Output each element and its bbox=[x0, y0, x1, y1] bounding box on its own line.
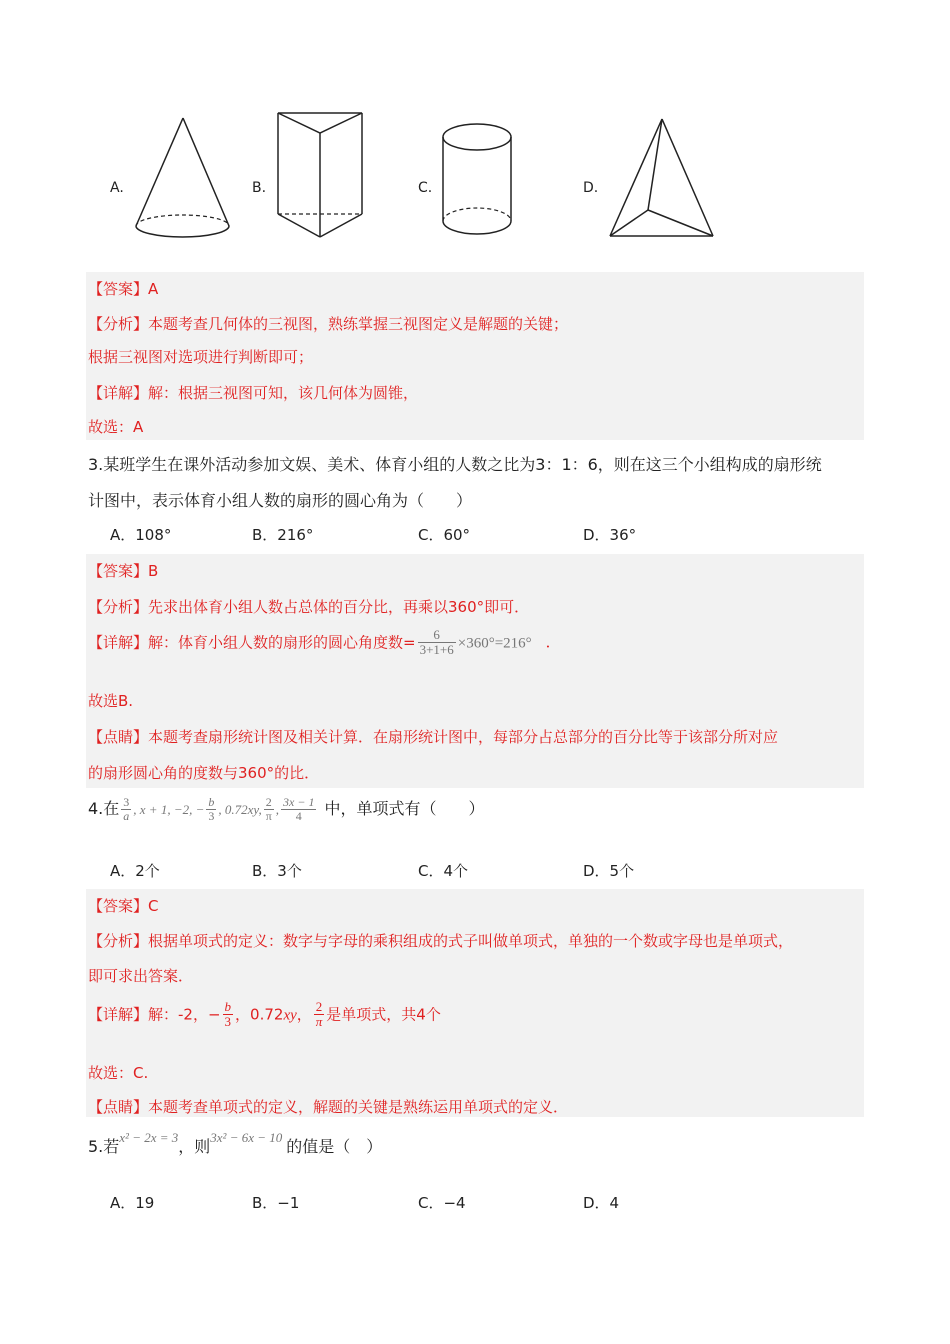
q5-option-d: D．4 bbox=[583, 1194, 620, 1212]
q4-option-d: D．5个 bbox=[583, 862, 635, 880]
q2-analysis-2: 根据三视图对选项进行判断即可； bbox=[88, 348, 314, 366]
shape-label-c: C. bbox=[418, 180, 433, 196]
q4-option-c: C．4个 bbox=[418, 862, 469, 880]
q3-detail: 【详解】解：体育小组人数的扇形的圆心角度数= $\frac{6}{3+1+6}$ ×360°=216° ． bbox=[88, 627, 561, 658]
triangular-prism-figure bbox=[270, 110, 370, 242]
q5-stem: 5.若$^{x^2 - 2x = 3}$，则$^{3x^2 - 6x - 10}$ 的值是（ ） bbox=[88, 1130, 383, 1156]
shape-label-a: A. bbox=[110, 180, 124, 196]
q2-detail: 【详解】解：根据三视图可知，该几何体为圆锥， bbox=[88, 384, 419, 402]
triangular-pyramid-figure bbox=[605, 116, 719, 242]
q3-option-d: D．36° bbox=[583, 526, 637, 544]
q5-option-b: B．−1 bbox=[252, 1194, 300, 1212]
q2-choose: 故选：A bbox=[88, 418, 144, 436]
q3-stem-line1: 3.某班学生在课外活动参加文娱、美术、体育小组的人数之比为3：1：6，则在这三个小组构成的扇形统 bbox=[88, 455, 822, 474]
q4-comment: 【点睛】本题考查单项式的定义，解题的关键是熟练运用单项式的定义． bbox=[88, 1098, 569, 1116]
q3-comment-line2: 的扇形圆心角的度数与360°的比． bbox=[88, 764, 320, 782]
q3-solution-box bbox=[86, 554, 864, 788]
q3-comment-line1: 【点睛】本题考查扇形统计图及相关计算．在扇形统计图中，每部分占总部分的百分比等于该部分所对应 bbox=[88, 728, 779, 746]
q2-analysis: 【分析】本题考查几何体的三视图，熟练掌握三视图定义是解题的关键； bbox=[88, 315, 569, 333]
cone-figure bbox=[132, 115, 232, 245]
q4-analysis-line1: 【分析】根据单项式的定义：数字与字母的乘积组成的式子叫做单项式，单独的一个数或字母也是单项式， bbox=[88, 932, 794, 950]
q4-analysis-line2: 即可求出答案． bbox=[88, 967, 194, 985]
shape-options bbox=[0, 110, 950, 250]
q4-choose: 故选：C. bbox=[88, 1064, 149, 1082]
q4-detail: 【详解】解：-2，− $\frac{b}{3}$ ，0.72xy， $\frac{2}{\pi}$ 是单项式，共4个 bbox=[88, 999, 441, 1030]
q3-choose: 故选B. bbox=[88, 692, 134, 710]
shape-label-d: D. bbox=[583, 180, 599, 196]
q3-analysis: 【分析】先求出体育小组人数占总体的百分比，再乘以360°即可． bbox=[88, 598, 530, 616]
q3-option-c: C．60° bbox=[418, 526, 471, 544]
cylinder-figure bbox=[440, 120, 516, 244]
q4-option-b: B．3个 bbox=[252, 862, 302, 880]
q3-option-a: A．108° bbox=[110, 526, 172, 544]
q3-option-b: B．216° bbox=[252, 526, 314, 544]
q4-option-a: A．2个 bbox=[110, 862, 160, 880]
shape-label-b: B. bbox=[252, 180, 267, 196]
q3-answer: 【答案】B bbox=[88, 562, 159, 580]
q5-option-c: C．−4 bbox=[418, 1194, 466, 1212]
q5-option-a: A．19 bbox=[110, 1194, 155, 1212]
q4-stem: 4.在 $\frac{3}{a}$ , x + 1, −2, − $\frac{b}{3}$ , 0.72xy, $\frac{2}{\pi}$ , $\frac{3x - 1}{4}$ 中，单项式有（ ） bbox=[88, 795, 485, 824]
q3-stem-line2: 计图中，表示体育小组人数的扇形的圆心角为（ ） bbox=[88, 491, 473, 510]
q2-answer: 【答案】A bbox=[88, 280, 159, 298]
q4-answer: 【答案】C bbox=[88, 897, 159, 915]
